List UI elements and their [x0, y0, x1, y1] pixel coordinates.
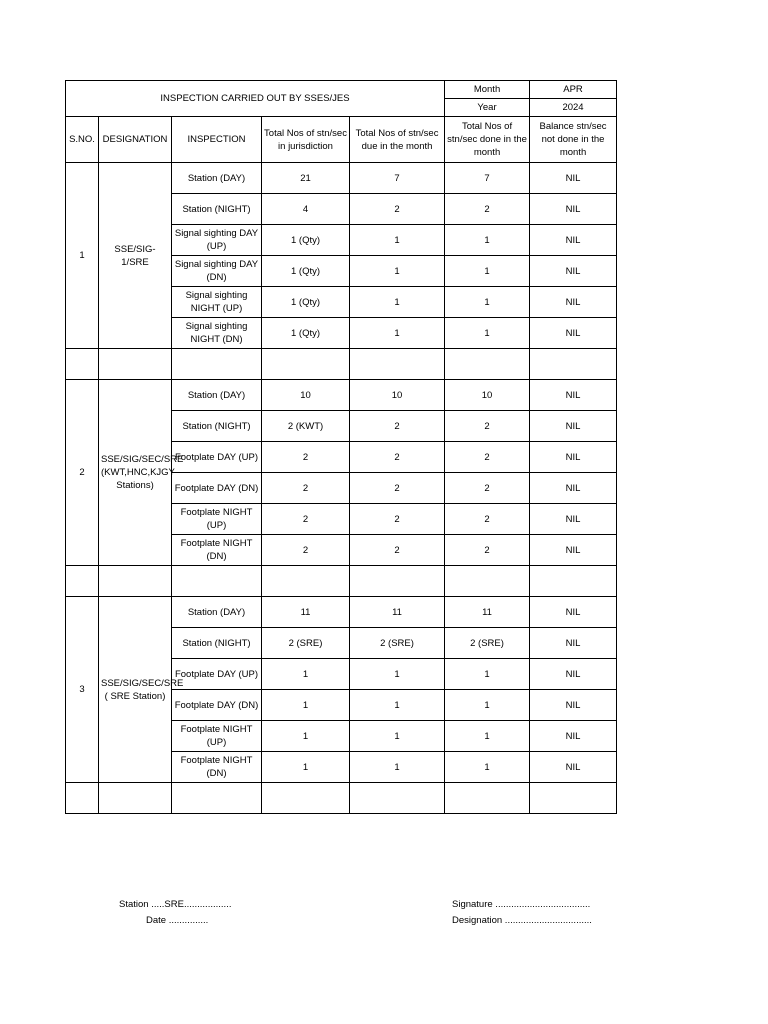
done-cell: 10	[445, 380, 530, 411]
table-row	[66, 597, 617, 628]
jurisdiction-cell: 1 (Qty)	[262, 318, 350, 349]
blank-cell	[445, 783, 530, 814]
done-cell: 2	[445, 194, 530, 225]
balance-cell: NIL	[530, 287, 617, 318]
inspection-table-body	[66, 81, 617, 814]
due-cell: 2	[350, 535, 445, 566]
table-row	[66, 380, 617, 411]
column-header-row	[66, 117, 617, 163]
balance-cell: NIL	[530, 752, 617, 783]
sno-cell: 1	[66, 163, 99, 349]
due-cell: 1	[350, 752, 445, 783]
designation-cell: SSE/SIG/SEC/SRE ( SRE Station)	[99, 597, 172, 783]
inspection-cell: Footplate DAY (DN)	[172, 473, 262, 504]
jurisdiction-cell: 2 (SRE)	[262, 628, 350, 659]
blank-cell	[99, 783, 172, 814]
done-cell: 2 (SRE)	[445, 628, 530, 659]
jurisdiction-cell: 4	[262, 194, 350, 225]
balance-cell: NIL	[530, 690, 617, 721]
due-cell: 2	[350, 473, 445, 504]
inspection-cell: Station (NIGHT)	[172, 411, 262, 442]
blank-cell	[172, 349, 262, 380]
inspection-cell: Footplate NIGHT (DN)	[172, 535, 262, 566]
due-cell: 11	[350, 597, 445, 628]
blank-row	[66, 783, 617, 814]
inspection-cell: Signal sighting DAY (DN)	[172, 256, 262, 287]
due-cell: 1	[350, 287, 445, 318]
jurisdiction-cell: 10	[262, 380, 350, 411]
blank-cell	[350, 566, 445, 597]
blank-cell	[66, 566, 99, 597]
footer-date: Date ...............	[146, 915, 209, 926]
jurisdiction-cell: 11	[262, 597, 350, 628]
inspection-cell: Station (DAY)	[172, 597, 262, 628]
balance-cell: NIL	[530, 225, 617, 256]
inspection-cell: Station (NIGHT)	[172, 628, 262, 659]
blank-row	[66, 349, 617, 380]
inspection-cell: Signal sighting DAY (UP)	[172, 225, 262, 256]
due-cell: 2	[350, 411, 445, 442]
jurisdiction-cell: 1 (Qty)	[262, 225, 350, 256]
blank-cell	[172, 566, 262, 597]
due-cell: 2 (SRE)	[350, 628, 445, 659]
done-cell: 2	[445, 411, 530, 442]
done-cell: 1	[445, 287, 530, 318]
balance-cell: NIL	[530, 411, 617, 442]
jurisdiction-cell: 2	[262, 504, 350, 535]
designation-cell: SSE/SIG/SEC/SRE (KWT,HNC,KJGY Stations)	[99, 380, 172, 566]
balance-cell: NIL	[530, 442, 617, 473]
jurisdiction-cell: 2	[262, 442, 350, 473]
table-title: INSPECTION CARRIED OUT BY SSES/JES	[66, 81, 445, 117]
sno-cell: 2	[66, 380, 99, 566]
balance-cell: NIL	[530, 597, 617, 628]
inspection-cell: Footplate NIGHT (DN)	[172, 752, 262, 783]
column-header-jurisdiction: Total Nos of stn/sec in jurisdiction	[262, 117, 350, 163]
blank-cell	[262, 566, 350, 597]
column-header-done: Total Nos of stn/sec done in the month	[445, 117, 530, 163]
blank-cell	[262, 349, 350, 380]
month-label: Month	[445, 81, 530, 99]
footer-designation: Designation .................................	[452, 915, 592, 926]
done-cell: 7	[445, 163, 530, 194]
jurisdiction-cell: 1	[262, 690, 350, 721]
done-cell: 1	[445, 256, 530, 287]
balance-cell: NIL	[530, 318, 617, 349]
done-cell: 1	[445, 318, 530, 349]
column-header-sno: S.NO.	[66, 117, 99, 163]
year-label: Year	[445, 99, 530, 117]
blank-cell	[262, 783, 350, 814]
jurisdiction-cell: 1	[262, 752, 350, 783]
done-cell: 2	[445, 442, 530, 473]
year-value: 2024	[530, 99, 617, 117]
inspection-cell: Footplate NIGHT (UP)	[172, 504, 262, 535]
blank-cell	[445, 566, 530, 597]
inspection-cell: Station (NIGHT)	[172, 194, 262, 225]
jurisdiction-cell: 2	[262, 473, 350, 504]
balance-cell: NIL	[530, 535, 617, 566]
balance-cell: NIL	[530, 721, 617, 752]
balance-cell: NIL	[530, 628, 617, 659]
done-cell: 1	[445, 690, 530, 721]
due-cell: 1	[350, 318, 445, 349]
due-cell: 1	[350, 690, 445, 721]
done-cell: 1	[445, 752, 530, 783]
blank-cell	[66, 783, 99, 814]
balance-cell: NIL	[530, 504, 617, 535]
footer-station: Station .....SRE..................	[119, 899, 232, 910]
done-cell: 2	[445, 535, 530, 566]
balance-cell: NIL	[530, 194, 617, 225]
done-cell: 2	[445, 504, 530, 535]
due-cell: 7	[350, 163, 445, 194]
jurisdiction-cell: 21	[262, 163, 350, 194]
jurisdiction-cell: 2	[262, 535, 350, 566]
inspection-cell: Signal sighting NIGHT (UP)	[172, 287, 262, 318]
balance-cell: NIL	[530, 380, 617, 411]
inspection-cell: Footplate DAY (UP)	[172, 659, 262, 690]
footer-signature: Signature ....................................	[452, 899, 591, 910]
due-cell: 1	[350, 256, 445, 287]
done-cell: 11	[445, 597, 530, 628]
inspection-cell: Footplate DAY (UP)	[172, 442, 262, 473]
blank-row	[66, 566, 617, 597]
due-cell: 1	[350, 659, 445, 690]
blank-cell	[66, 349, 99, 380]
done-cell: 2	[445, 473, 530, 504]
inspection-table	[65, 80, 617, 814]
blank-cell	[350, 349, 445, 380]
due-cell: 2	[350, 442, 445, 473]
blank-cell	[530, 349, 617, 380]
jurisdiction-cell: 1	[262, 721, 350, 752]
month-value: APR	[530, 81, 617, 99]
column-header-balance: Balance stn/sec not done in the month	[530, 117, 617, 163]
inspection-cell: Station (DAY)	[172, 380, 262, 411]
due-cell: 1	[350, 721, 445, 752]
sno-cell: 3	[66, 597, 99, 783]
jurisdiction-cell: 2 (KWT)	[262, 411, 350, 442]
balance-cell: NIL	[530, 256, 617, 287]
done-cell: 1	[445, 721, 530, 752]
balance-cell: NIL	[530, 163, 617, 194]
blank-cell	[530, 783, 617, 814]
due-cell: 2	[350, 194, 445, 225]
blank-cell	[530, 566, 617, 597]
inspection-cell: Footplate DAY (DN)	[172, 690, 262, 721]
due-cell: 10	[350, 380, 445, 411]
column-header-due: Total Nos of stn/sec due in the month	[350, 117, 445, 163]
blank-cell	[99, 349, 172, 380]
blank-cell	[350, 783, 445, 814]
inspection-cell: Station (DAY)	[172, 163, 262, 194]
due-cell: 1	[350, 225, 445, 256]
blank-cell	[99, 566, 172, 597]
blank-cell	[445, 349, 530, 380]
column-header-designation: DESIGNATION	[99, 117, 172, 163]
balance-cell: NIL	[530, 659, 617, 690]
title-row	[66, 81, 617, 99]
balance-cell: NIL	[530, 473, 617, 504]
table-row	[66, 163, 617, 194]
column-header-inspection: INSPECTION	[172, 117, 262, 163]
due-cell: 2	[350, 504, 445, 535]
jurisdiction-cell: 1	[262, 659, 350, 690]
inspection-cell: Signal sighting NIGHT (DN)	[172, 318, 262, 349]
done-cell: 1	[445, 225, 530, 256]
inspection-cell: Footplate NIGHT (UP)	[172, 721, 262, 752]
blank-cell	[172, 783, 262, 814]
jurisdiction-cell: 1 (Qty)	[262, 256, 350, 287]
designation-cell: SSE/SIG-1/SRE	[99, 163, 172, 349]
jurisdiction-cell: 1 (Qty)	[262, 287, 350, 318]
done-cell: 1	[445, 659, 530, 690]
